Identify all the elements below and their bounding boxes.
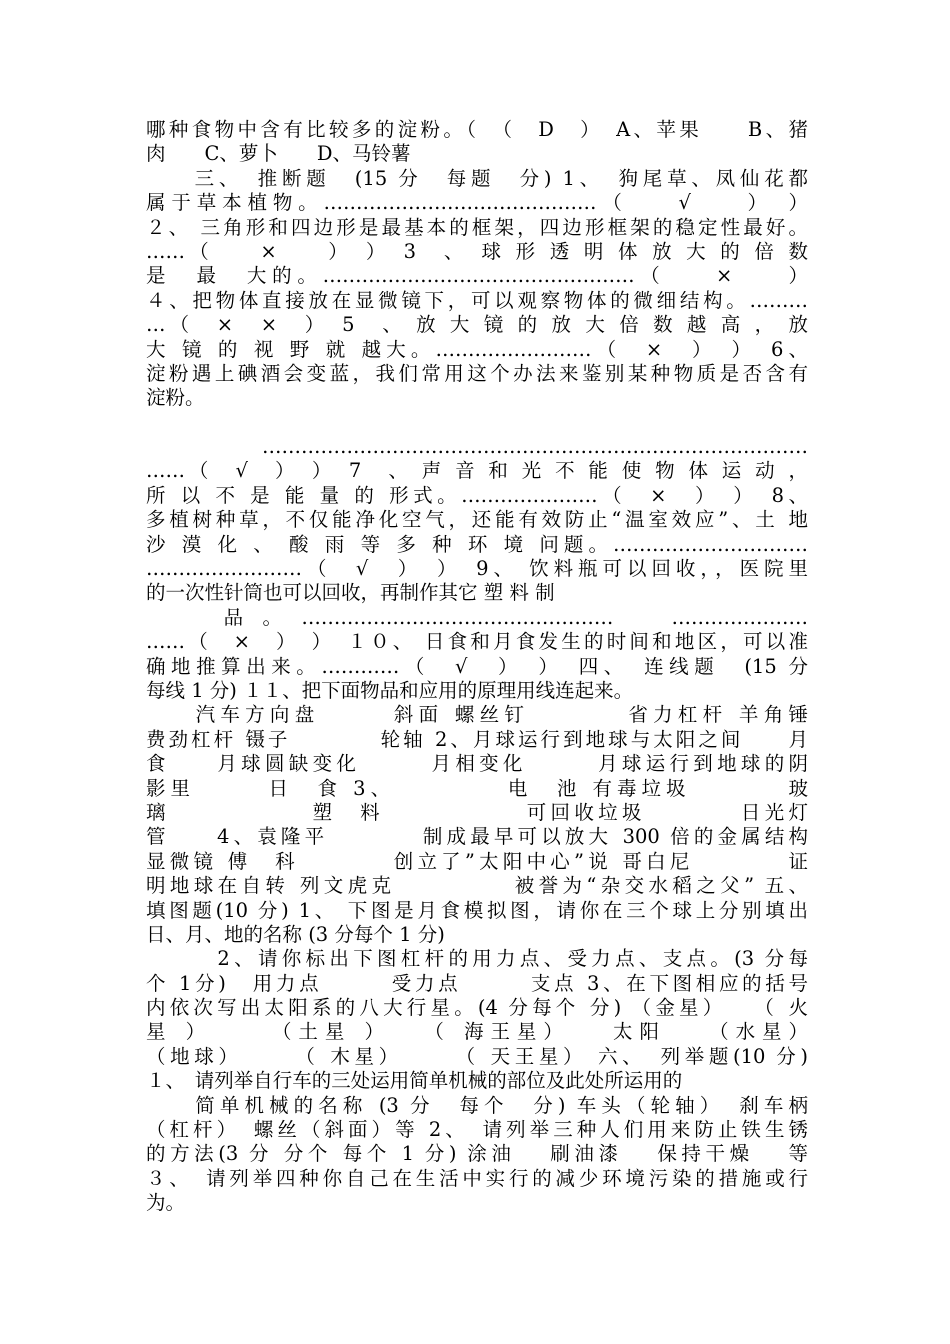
text-line: 的方法(3 分 分个 每个 1 分) 涂油 刷油漆 保持干燥 等 bbox=[146, 1142, 808, 1166]
text-line: 多植树种草，不仅能净化空气，还能有效防止“温室效应”、土 地 bbox=[146, 508, 808, 532]
text-line: 显微镜 傅 科 创立了”太阳中心”说 哥白尼 证 bbox=[146, 849, 808, 873]
text-line: 费劲杠杆 镊子 轮轴 2、月球运行到地球与太阳之间 月 bbox=[146, 727, 808, 751]
text-line: 影里 日 食 3、 电 池 有毒垃圾 玻 bbox=[146, 776, 808, 800]
text-line: 肉 C、萝卜 D、马铃薯 bbox=[146, 142, 411, 166]
text-line: 明地球在自转 列文虎克 被誉为“杂交水稻之父” 五、 bbox=[146, 874, 808, 898]
text-line: 为。 bbox=[146, 1191, 186, 1215]
text-line: 属于草本植物。……………………………………（ √ ） ） bbox=[146, 191, 808, 215]
document-page bbox=[146, 118, 808, 1216]
text-line: 管 4、袁隆平 制成最早可以放大 300 倍的金属结构 bbox=[146, 825, 808, 849]
text-line: 的一次性针筒也可以回收，再制作其它 塑 料 制 bbox=[146, 581, 555, 605]
text-line: 个 1分) 用力点 受力点 支点 3、在下图相应的括号 bbox=[146, 971, 808, 995]
text-line: 大 镜 的 视 野 就 越大。……………………（ × ） ） 6、 bbox=[146, 337, 808, 361]
text-line: 内依次写出太阳系的八大行星。(4 分每个 分) （金星） （ 火 bbox=[146, 996, 808, 1020]
text-line: ２、 三角形和四边形是最基本的框架，四边形框架的稳定性最好。 bbox=[146, 215, 808, 239]
text-line: ……（ √ ） ） 7 、 声 音 和 光 不 能 使 物 体 运 动 ， bbox=[146, 459, 808, 483]
blank-line bbox=[146, 411, 808, 435]
text-line: 星 ） （土星 ） （ 海王星） 太阳 （水星） bbox=[146, 1020, 808, 1044]
text-line: ……（ × ） ） １０、 日食和月食发生的时间和地区，可以准 bbox=[146, 630, 808, 654]
text-line: ３、 请列举四种你自己在生活中实行的减少环境污染的措施或行 bbox=[146, 1166, 808, 1190]
text-line: 所 以 不 是 能 量 的 形式。…………………（ × ） ） 8、 bbox=[146, 483, 808, 507]
text-line: 填图题(10 分) 1、 下图是月食模拟图，请你在三个球上分别填出 bbox=[146, 898, 808, 922]
text-line: 淀粉遇上碘酒会变蓝，我们常用这个办法来鉴别某种物质是否含有 bbox=[146, 361, 808, 385]
text-line: ……（ × ） ） 3 、 球 形 透 明 体 放 大 的 倍 数 bbox=[146, 239, 808, 263]
text-line: 简单机械的名称 (3 分 每个 分) 车头（轮轴） 刹车柄 bbox=[146, 1093, 808, 1117]
text-line: 沙 漠 化 、 酸 雨 等 多 种 环 境 问题。………………………… bbox=[146, 532, 808, 556]
text-line: 淀粉。 bbox=[146, 386, 205, 410]
text-line: 每线 1 分) １１、把下面物品和应用的原理用线连起来。 bbox=[146, 678, 634, 702]
text-line: 日、月、地的名称 (3 分每个 1 分) bbox=[146, 922, 445, 946]
text-line: １、 请列举自行车的三处运用简单机械的部位及此处所运用的 bbox=[146, 1069, 683, 1093]
text-line: 确地推算出来。…………（ √ ） ） 四、 连线题 (15 分 bbox=[146, 654, 808, 678]
text-line: 三、 推断题 (15 分 每题 分) 1、 狗尾草、凤仙花都 bbox=[146, 166, 808, 190]
text-line: 哪种食物中含有比较多的淀粉。（ （ D ） A、苹果 B、猪 bbox=[146, 118, 808, 141]
text-line: 品。………………………………………… ………………… bbox=[146, 605, 808, 629]
text-line: （地球） （ 木星） （ 天王星） 六、 列举题(10 分) bbox=[146, 1044, 808, 1068]
text-line: ４、把物体直接放在显微镜下，可以观察物体的微细结构。……… bbox=[146, 288, 808, 312]
text-line: 璃 塑 料 可回收垃圾 日光灯 bbox=[146, 800, 808, 824]
text-line: 2、请你标出下图杠杆的用力点、受力点、支点。(3 分每 bbox=[146, 947, 808, 971]
text-line: …（ × × ） 5 、 放 大 镜 的 放 大 倍 数 越 高 ， 放 bbox=[146, 313, 808, 337]
text-line: ……………………（ √ ） ） 9、 饮料瓶可以回收，，医院里 bbox=[146, 557, 808, 581]
text-line: 食 月球圆缺变化 月相变化 月球运行到地球的阴 bbox=[146, 752, 808, 776]
text-line: 汽车方向盘 斜面 螺丝钉 省力杠杆 羊角锤 bbox=[146, 703, 808, 727]
text-line: （杠杆） 螺丝（斜面）等 2、 请列举三种人们用来防止铁生锈 bbox=[146, 1118, 808, 1142]
text-line: 是 最 大的。…………………………………………（ × ） bbox=[146, 264, 808, 288]
text-line: ………………………………………………………………………… bbox=[146, 435, 808, 459]
